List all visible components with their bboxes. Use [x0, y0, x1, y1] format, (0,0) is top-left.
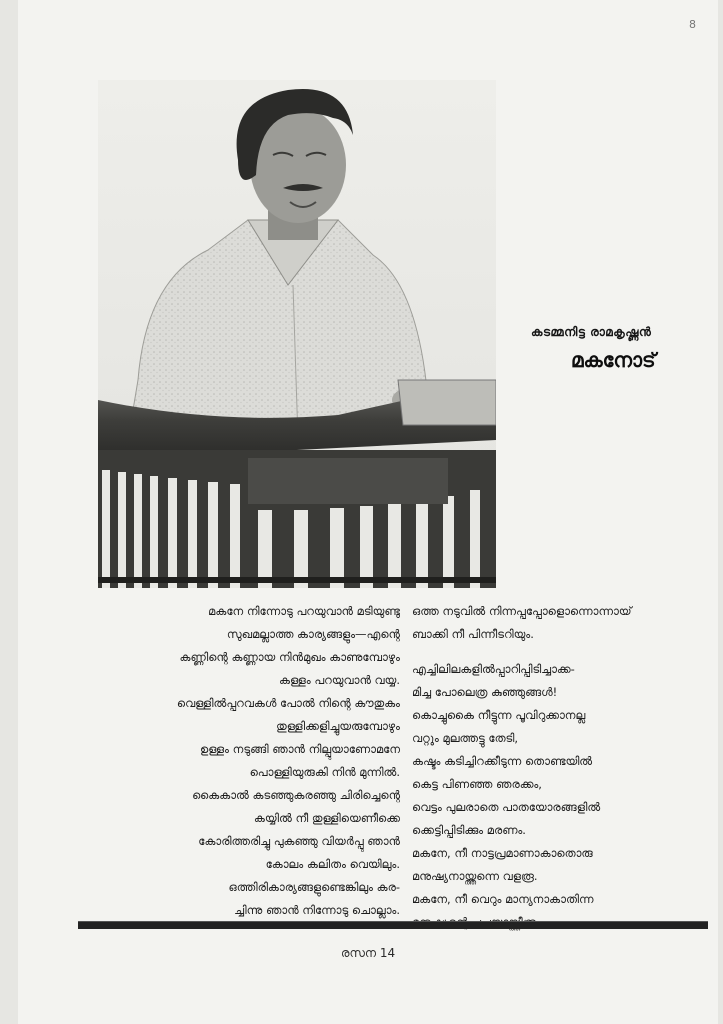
- document-page: [18, 0, 718, 1024]
- poem-line: കോലം കലിതം വെയിലും.: [265, 857, 400, 871]
- poem-column-right: [412, 600, 692, 934]
- poem-line: ച്ചിന്നു ഞാൻ നിന്നോടു ചൊല്ലാം.: [234, 903, 400, 917]
- footer-divider: [78, 921, 708, 929]
- poem-line: വറ്റും മുലത്തട്ടു തേടി,: [412, 731, 519, 745]
- poem-line: ബാക്കി നീ പിന്നീടറിയും.: [412, 627, 534, 641]
- poem-line: ഉള്ളം നടുങ്ങി ഞാൻ നില്പുയാണോമനേ: [200, 742, 400, 756]
- poem-line: എച്ചിലിലകളിൽപ്പാറിപ്പിടിച്ചാക്ക-: [412, 662, 575, 676]
- poem-column-left: [78, 600, 400, 922]
- poem-title: മകനോട്: [571, 348, 656, 372]
- poem-line: പൊള്ളിയുരുകി നിൻ മുന്നിൽ.: [249, 765, 400, 779]
- speaker-photo: [98, 80, 496, 588]
- poem-line: ഒത്തിരികാര്യങ്ങളുണ്ടെങ്കിലും കര-: [228, 880, 400, 894]
- poem-line: മകനേ, നീ വെറും മാന്യനാകാതിന്ന: [412, 892, 594, 906]
- poem-line: മനുഷ്യനായ്ത്തന്നെ വളരൂ.: [412, 869, 538, 883]
- poem-line: കയ്യിൽ നീ തുള്ളിയെണീക്കെ: [253, 811, 400, 825]
- poem-line: മകനേ, നീ നാട്ടപ്രമാണാകാതൊരു: [412, 846, 593, 860]
- poem-line: തുള്ളിക്കളിച്ചുയരുമ്പോഴും: [276, 719, 400, 733]
- stanza-break: [412, 646, 692, 658]
- poem-line: മകനേ നിന്നോടു പറയുവാൻ മടിയുണ്ടു: [208, 604, 400, 618]
- poem-line: കൈകാൽ കടഞ്ഞുകരഞ്ഞു ചിരിച്ചെന്റെ: [192, 788, 400, 802]
- poem-line: കണ്ണിന്റെ കണ്ണായ നിൻമുഖം കാണുമ്പോഴും: [179, 650, 400, 664]
- page-marker: 8: [689, 18, 696, 31]
- poem-line: കൊച്ചുകൈ നീട്ടുന്ന പൂവിറുക്കാനല്ല: [412, 708, 586, 722]
- poem-line: വെള്ളിൽപ്പറവകൾ പോൽ നിന്റെ കൗതുകം: [176, 696, 400, 710]
- poem-line: കോരിത്തരിച്ചു പുകഞ്ഞു വിയർപ്പു ഞാൻ: [198, 834, 400, 848]
- author-name: കടമ്മനിട്ട രാമകൃഷ്ണൻ: [531, 325, 652, 339]
- poem-line: മിച്ച പോലെത്ര കുഞ്ഞുങ്ങൾ!: [412, 685, 558, 699]
- poem-line: കഷ്ടം കടിച്ചിറക്കീടുന്ന തൊണ്ടയിൽ: [412, 754, 593, 768]
- poem-line: വെട്ടം പുലരാതെ പാതയോരങ്ങളിൽ: [412, 800, 601, 814]
- poem-line: കെട്ട പിണഞ്ഞ ഞരക്കം,: [412, 777, 542, 791]
- poem-line: ഒത്ത നടുവിൽ നിന്നപ്പപ്പോളൊന്നൊന്നായ്: [412, 604, 632, 618]
- poem-line: കള്ളം പറയുവാൻ വയ്യ.: [279, 673, 400, 687]
- poem-line: സുഖമല്ലാത്ത കാര്യങ്ങളും—എന്റെ: [226, 627, 400, 641]
- page-footer: രസന 14: [340, 946, 396, 960]
- poem-line: ക്കെട്ടിപ്പിടിക്കും മരണം.: [412, 823, 526, 837]
